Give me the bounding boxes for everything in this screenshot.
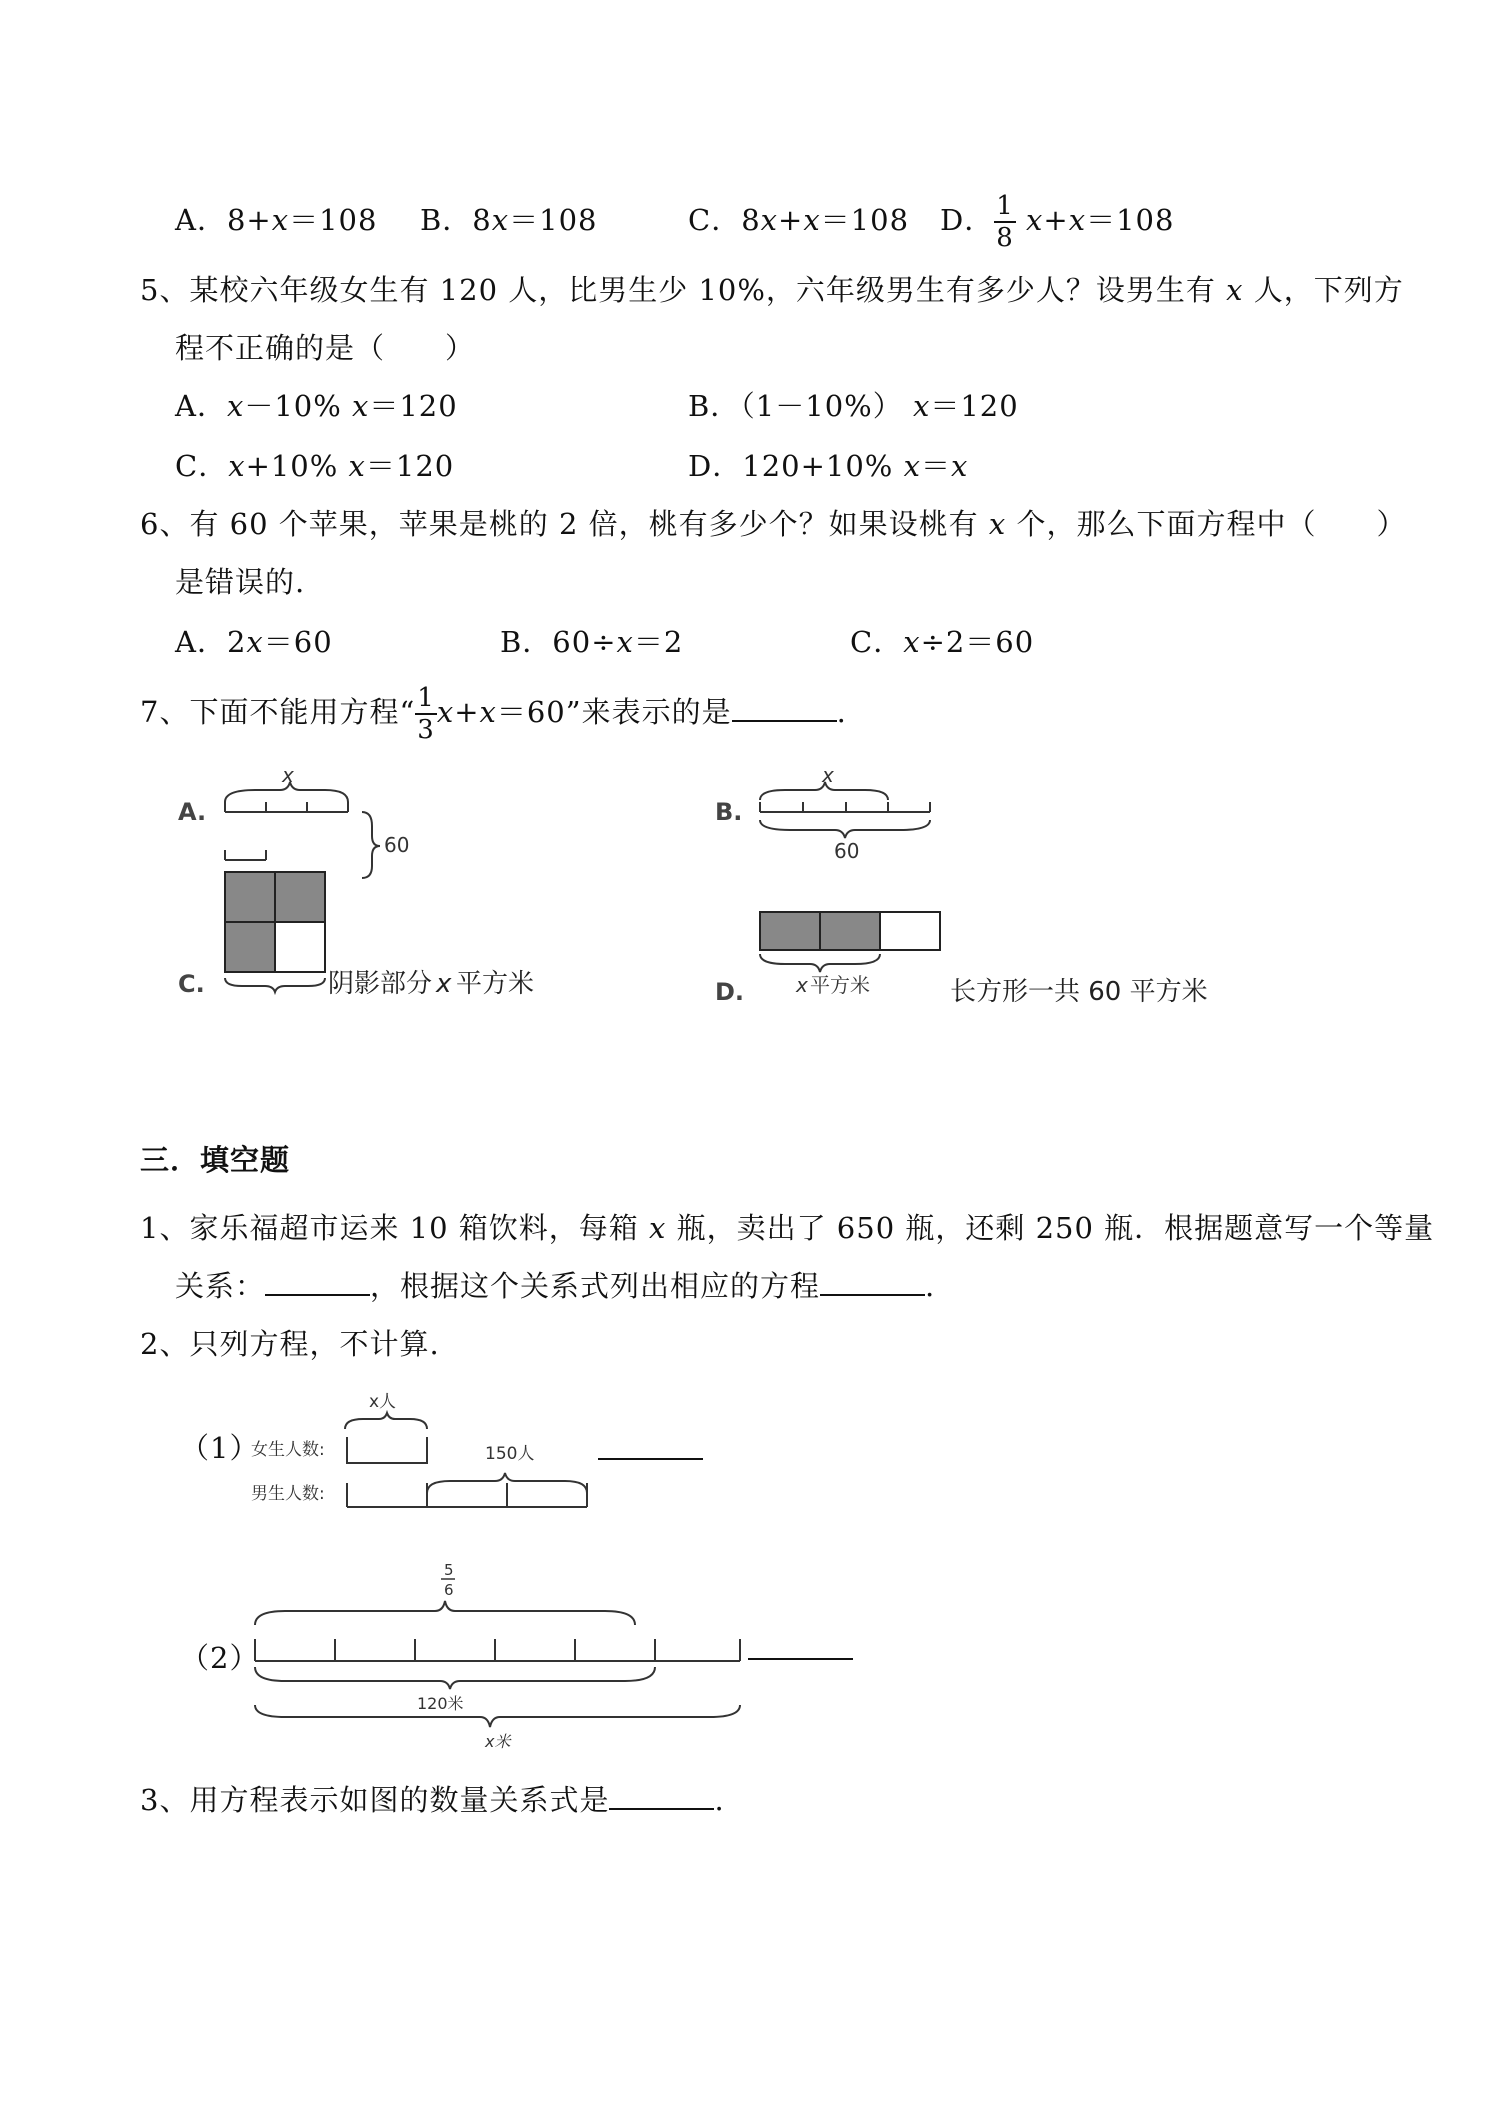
q7-stem: 7、下面不能用方程“ $\frac{1}{3}$ x+x＝60”来表示的是 . bbox=[140, 683, 847, 745]
q6-stem-line1: 6、有 60 个苹果，苹果是桃的 2 倍，桃有多少个？如果设桃有 x 个，那么下面方程中（ ） bbox=[140, 507, 1407, 541]
fill-q2-2-answer bbox=[748, 1630, 853, 1670]
q4-option-a[interactable]: A．8+x＝108 bbox=[175, 203, 378, 237]
q6-option-c[interactable]: C．x÷2＝60 bbox=[850, 625, 1035, 659]
q4-option-d[interactable]: D． $\frac{1}{8}$ x+x＝108 bbox=[940, 191, 1175, 253]
q6-stem-line2: 是错误的. bbox=[175, 565, 306, 599]
option-d-label: D. bbox=[715, 978, 745, 1006]
svg-text:60: 60 bbox=[834, 839, 860, 863]
fill-q2-1-label: （1） bbox=[180, 1431, 260, 1465]
fill-q2-2-label: （2） bbox=[180, 1641, 260, 1675]
fraction: $\frac{1}{3}$ bbox=[417, 683, 435, 745]
q5-option-a[interactable]: A．x－10% x＝120 bbox=[175, 389, 458, 423]
answer-blank[interactable] bbox=[598, 1432, 703, 1460]
fill-q1-line2: 关系： ，根据这个关系式列出相应的方程 . bbox=[175, 1269, 936, 1303]
fraction-denominator: 6 bbox=[444, 1581, 454, 1599]
section-title: 三．填空题 bbox=[140, 1143, 291, 1177]
q2-2-diagram bbox=[245, 1555, 750, 1755]
fraction-numerator: 5 bbox=[444, 1561, 454, 1579]
q7-diagram bbox=[170, 760, 1210, 1010]
q6-option-a[interactable]: A．2x＝60 bbox=[175, 625, 333, 659]
option-a-label: A. bbox=[178, 798, 207, 826]
option-c-label: C. bbox=[178, 970, 205, 998]
answer-blank[interactable] bbox=[265, 1268, 370, 1296]
q4-options-row bbox=[175, 200, 377, 240]
q5-option-b[interactable]: B．（1－10%） x＝120 bbox=[688, 389, 1019, 423]
svg-text:60: 60 bbox=[384, 833, 410, 857]
answer-blank[interactable] bbox=[820, 1268, 925, 1296]
q4-option-c[interactable]: C．8x+x＝108 bbox=[688, 203, 910, 237]
answer-blank[interactable] bbox=[748, 1632, 853, 1660]
length-x-label: x米 bbox=[485, 1732, 511, 1751]
q5-option-d[interactable]: D．120+10% x＝x bbox=[688, 449, 969, 483]
fill-q2-title: 2、只列方程，不计算. bbox=[140, 1327, 440, 1361]
q5-option-c[interactable]: C．x+10% x＝120 bbox=[175, 449, 455, 483]
fill-q2-1-answer bbox=[598, 1430, 703, 1470]
q2-1-diagram bbox=[245, 1385, 595, 1515]
fill-q3: 3、用方程表示如图的数量关系式是 . bbox=[140, 1783, 725, 1817]
svg-text:x: x bbox=[436, 969, 452, 999]
q5-stem-line1: 5、某校六年级女生有 120 人，比男生少 10%，六年级男生有多少人？设男生有 x 人，下列方 bbox=[140, 273, 1404, 307]
fill-q1-line1: 1、家乐福超市运来 10 箱饮料，每箱 x 瓶，卖出了 650 瓶，还剩 250 瓶．根据题意写一个等量 bbox=[140, 1211, 1435, 1245]
girls-label: 女生人数: bbox=[251, 1440, 325, 1460]
svg-text:平方米: 平方米 bbox=[810, 973, 870, 997]
svg-text:x: x bbox=[822, 763, 834, 787]
svg-text:x: x bbox=[282, 763, 294, 787]
boys-label: 男生人数: bbox=[251, 1484, 325, 1504]
q6-option-b[interactable]: B．60÷x＝2 bbox=[500, 625, 684, 659]
answer-blank[interactable] bbox=[609, 1782, 714, 1810]
length-120-label: 120米 bbox=[417, 1694, 464, 1713]
option-c-caption-2: 平方米 bbox=[456, 969, 535, 999]
diff-label: 150人 bbox=[485, 1444, 535, 1464]
x-people-label: x人 bbox=[369, 1392, 397, 1412]
option-b-label: B. bbox=[715, 798, 743, 826]
q4-option-b[interactable]: B．8x＝108 bbox=[420, 203, 598, 237]
answer-blank[interactable] bbox=[732, 694, 837, 722]
fraction: $\frac{1}{8}$ bbox=[996, 191, 1014, 253]
option-d-caption: 长方形一共 60 平方米 bbox=[950, 977, 1208, 1007]
svg-text:x: x bbox=[796, 973, 808, 997]
option-c-caption-1: 阴影部分 bbox=[328, 969, 433, 999]
q5-stem-line2: 程不正确的是（ ） bbox=[175, 331, 476, 365]
